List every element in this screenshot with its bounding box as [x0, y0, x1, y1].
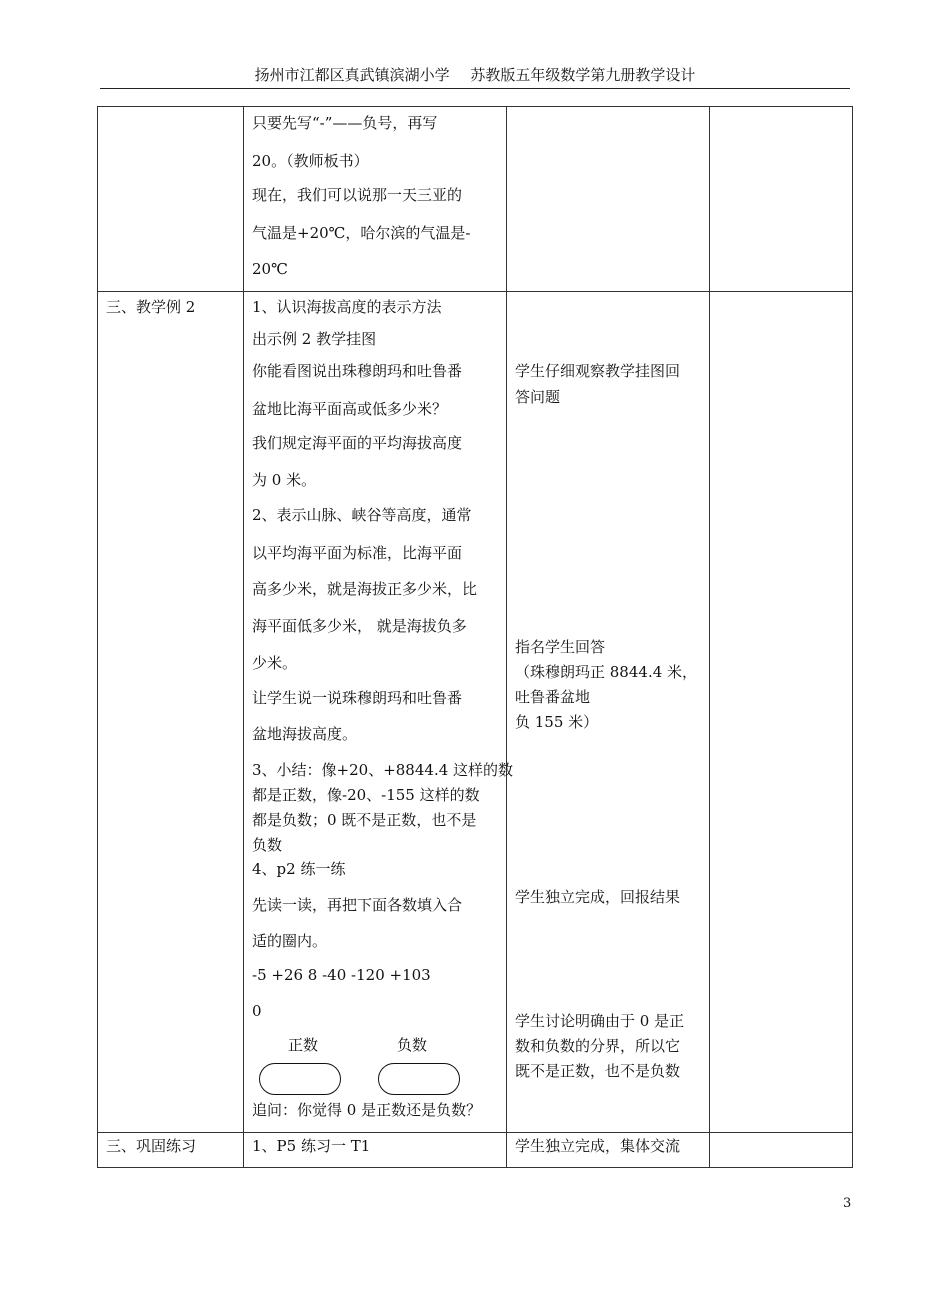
- text-line: 既不是正数，也不是负数: [515, 1062, 681, 1080]
- row2-col1: [98, 292, 244, 1133]
- page-number: 3: [843, 1196, 852, 1211]
- text-line: 1、P5 练习一 T1: [252, 1137, 371, 1155]
- text-line: 让学生说一说珠穆朗玛和吐鲁番: [252, 689, 463, 707]
- text-line: 学生独立完成，回报结果: [515, 888, 681, 906]
- text-line: 先读一读，再把下面各数填入合: [252, 896, 463, 914]
- row2-col4: [710, 292, 853, 1133]
- text-line: （珠穆朗玛正 8844.4 米，: [515, 663, 698, 681]
- row1-col4: [710, 107, 853, 292]
- text-line: 学生独立完成，集体交流: [515, 1137, 681, 1155]
- text-line: 负 155 米）: [515, 713, 599, 731]
- text-line: 只要先写“-”——负号，再写: [252, 114, 438, 132]
- text-line: 盆地比海平面高或低多少米？: [252, 400, 448, 418]
- text-line: 追问：你觉得 0 是正数还是负数？: [252, 1101, 482, 1119]
- text-line: 答问题: [515, 388, 561, 406]
- text-line: 盆地海拔高度。: [252, 725, 358, 743]
- text-line: 高多少米，就是海拔正多少米，比: [252, 580, 478, 598]
- text-line: 为 0 米。: [252, 471, 317, 489]
- text-line: 数和负数的分界，所以它: [515, 1037, 681, 1055]
- negative-circle: [378, 1063, 460, 1095]
- table-row: [98, 1133, 853, 1168]
- row2-col2: [244, 292, 514, 1133]
- lesson-table: [97, 106, 853, 1168]
- text-line: 现在，我们可以说那一天三亚的: [252, 186, 463, 204]
- row2-col3: [507, 292, 710, 1133]
- header-school: 扬州市江都区真武镇滨湖小学: [254, 66, 450, 84]
- text-line: 学生仔细观察教学挂图回: [515, 362, 681, 380]
- text-line: 都是负数；0 既不是正数，也不是: [252, 811, 477, 829]
- text-line: 2、表示山脉、峡谷等高度，通常: [252, 506, 472, 524]
- text-line: 3、小结：像+20、+8844.4 这样的数: [252, 761, 514, 779]
- number-list: -5 +26 8 -40 -120 +103: [252, 966, 431, 984]
- table-row: [98, 107, 853, 292]
- positive-circle: [259, 1063, 341, 1095]
- text-line: 我们规定海平面的平均海拔高度: [252, 434, 463, 452]
- row3-col3: [507, 1133, 710, 1168]
- row3-col4: [710, 1133, 853, 1168]
- header-title: 苏教版五年级数学第九册教学设计: [470, 66, 696, 84]
- text-line: 1、认识海拔高度的表示方法: [252, 298, 442, 316]
- section-label: 三、教学例 2: [106, 298, 196, 316]
- text-line: 少米。: [252, 654, 298, 672]
- text-line: 气温是+20℃，哈尔滨的气温是-: [252, 224, 471, 242]
- text-line: 你能看图说出珠穆朗玛和吐鲁番: [252, 362, 463, 380]
- text-line: 指名学生回答: [515, 638, 606, 656]
- text-line: 出示例 2 教学挂图: [252, 330, 377, 348]
- section-label: 三、巩固练习: [106, 1137, 197, 1155]
- text-line: 学生讨论明确由于 0 是正: [515, 1012, 685, 1030]
- text-line: 20℃: [252, 260, 288, 278]
- text-line: 负数: [252, 836, 283, 854]
- text-line: 适的圈内。: [252, 932, 328, 950]
- text-line: 4、p2 练一练: [252, 860, 346, 878]
- text-line: 吐鲁番盆地: [515, 688, 591, 706]
- positive-label: 正数: [288, 1036, 319, 1054]
- text-line: 以平均海平面为标准，比海平面: [252, 544, 463, 562]
- row1-col2: [244, 107, 507, 292]
- row1-col1: [98, 107, 244, 292]
- text-line: 0: [252, 1002, 262, 1020]
- negative-label: 负数: [397, 1036, 428, 1054]
- row3-col2: [244, 1133, 507, 1168]
- text-line: 20。（教师板书）: [252, 152, 369, 170]
- page-header: [100, 64, 850, 89]
- row3-col1: [98, 1133, 244, 1168]
- row1-col3: [507, 107, 710, 292]
- text-line: 海平面低多少米， 就是海拔负多: [252, 617, 467, 635]
- table-row: [98, 292, 853, 1133]
- text-line: 都是正数，像-20、-155 这样的数: [252, 786, 480, 804]
